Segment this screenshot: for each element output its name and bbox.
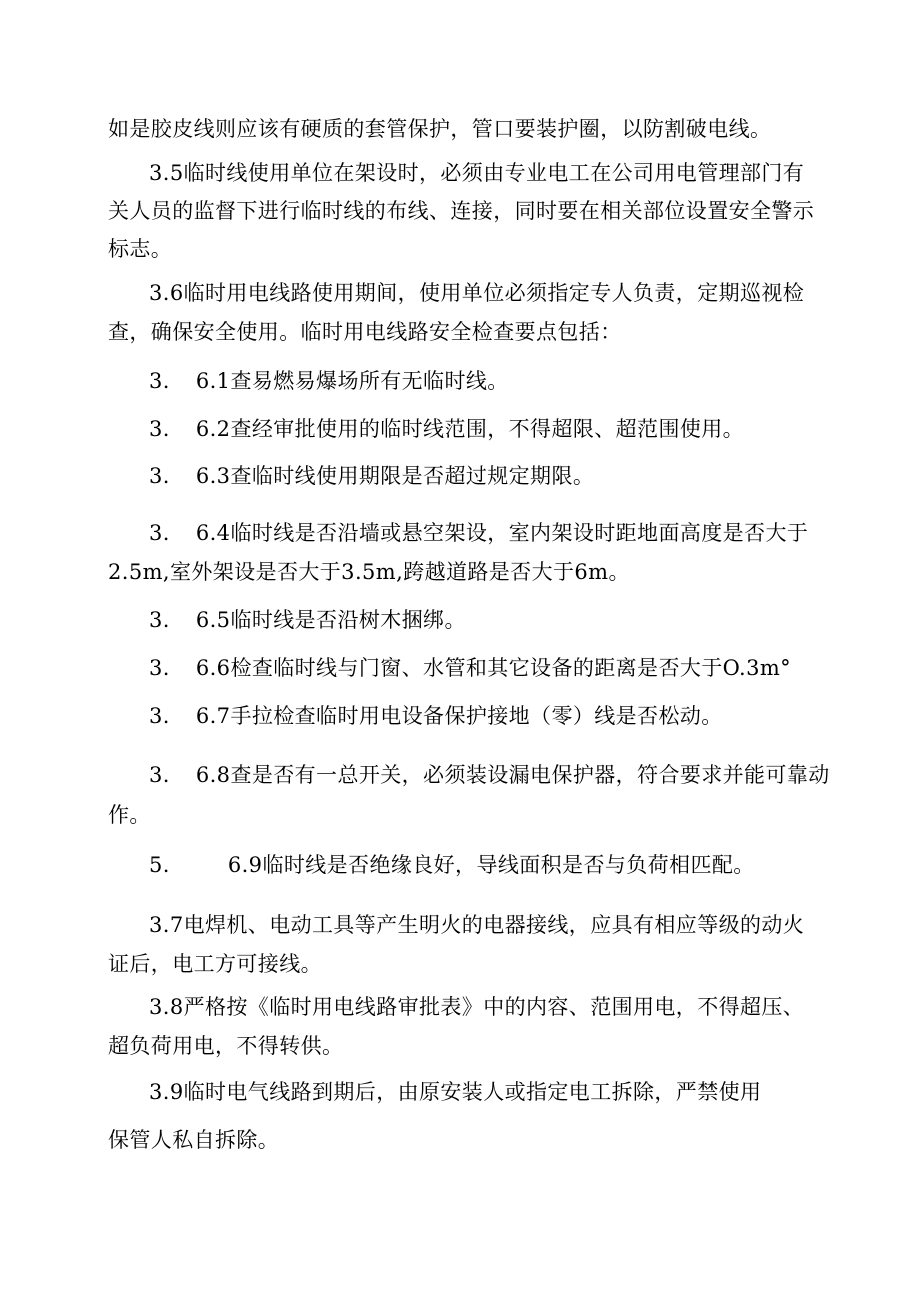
section-3-9-line-1: 3.9临时电气线路到期后，由原安装人或指定电工拆除，严禁使用 xyxy=(149,1080,762,1104)
item-prefix: 3. xyxy=(149,763,170,787)
item-text: 6.5临时线是否沿树木捆绑。 xyxy=(195,608,466,632)
section-3-6-line-2: 查，确保安全使用。临时用电线路安全检查要点包括： xyxy=(108,320,622,344)
section-3-9-line-2: 保管人私自拆除。 xyxy=(108,1128,280,1152)
section-3-5-line-3: 标志。 xyxy=(108,237,173,261)
item-6-7 xyxy=(149,701,723,731)
text-line-1: 如是胶皮线则应该有硬质的套管保护，管口要装护圈，以防割破电线。 xyxy=(108,117,772,141)
section-3-8-line-2: 超负荷用电，不得转供。 xyxy=(108,1034,344,1058)
item-text: 6.1查易燃易爆场所有无临时线。 xyxy=(195,369,509,393)
item-6-6 xyxy=(149,653,791,683)
item-prefix: 3. xyxy=(149,464,170,488)
item-prefix: 3. xyxy=(149,704,170,728)
item-6-8-line-2: 作。 xyxy=(108,803,151,827)
item-6-1 xyxy=(149,366,509,396)
item-6-2 xyxy=(149,414,744,444)
item-6-5 xyxy=(149,605,466,635)
item-text: 6.2查经审批使用的临时线范围，不得超限、超范围使用。 xyxy=(195,417,745,441)
section-3-8-line-1: 3.8严格按《临时用电线路审批表》中的内容、范围用电，不得超压、 xyxy=(149,995,805,1019)
item-6-8-line-1 xyxy=(149,760,830,790)
item-6-9 xyxy=(149,850,755,880)
section-3-5-line-2: 关人员的监督下进行临时线的布线、连接，同时要在相关部位设置安全警示 xyxy=(108,199,815,223)
item-prefix: 3. xyxy=(149,656,170,680)
item-prefix: 3. xyxy=(149,417,170,441)
item-6-4-line-2: 2.5m,室外架设是否大于3.5m,跨越道路是否大于6m。 xyxy=(108,560,630,584)
item-6-3 xyxy=(149,461,594,491)
item-text: 6.9临时线是否绝缘良好，导线面积是否与负荷相匹配。 xyxy=(227,853,755,877)
item-text: 6.7手拉检查临时用电设备保护接地（零）线是否松动。 xyxy=(195,704,723,728)
item-text: 6.3查临时线使用期限是否超过规定期限。 xyxy=(195,464,595,488)
item-6-4-line-1 xyxy=(149,518,808,548)
item-prefix: 3. xyxy=(149,521,170,545)
section-3-7-line-1: 3.7电焊机、电动工具等产生明火的电器接线，应具有相应等级的动火 xyxy=(149,913,805,937)
item-prefix: 3. xyxy=(149,369,170,393)
item-text: 6.6检查临时线与门窗、水管和其它设备的距离是否大于O.3m° xyxy=(195,656,792,680)
section-3-6-line-1: 3.6临时用电线路使用期间，使用单位必须指定专人负责，定期巡视检 xyxy=(149,281,805,305)
item-prefix: 5. xyxy=(149,853,170,877)
section-3-5-line-1: 3.5临时线使用单位在架设时，必须由专业电工在公司用电管理部门有 xyxy=(149,161,805,185)
item-prefix: 3. xyxy=(149,608,170,632)
item-text: 6.4临时线是否沿墙或悬空架设，室内架设时距地面高度是否大于 xyxy=(195,521,809,545)
section-3-7-line-2: 证后，电工方可接线。 xyxy=(108,952,322,976)
item-text: 6.8查是否有一总开关，必须装设漏电保护器，符合要求并能可靠动 xyxy=(195,763,830,787)
